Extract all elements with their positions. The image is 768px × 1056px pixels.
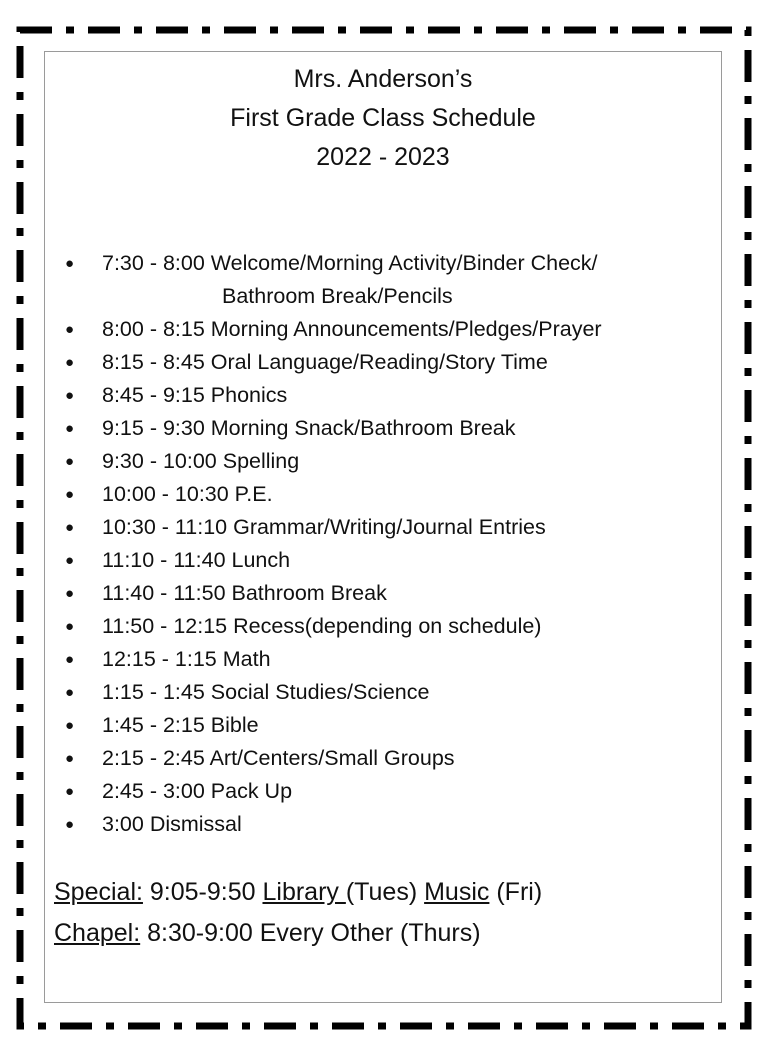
schedule-item [60, 247, 602, 313]
schedule-item-text: 8:45 - 9:15 Phonics [102, 383, 288, 407]
chapel-line [54, 913, 542, 954]
library-label: Library [262, 878, 346, 906]
schedule-item [60, 742, 602, 775]
schedule-item [60, 643, 602, 676]
schedule-item-text: 1:45 - 2:15 Bible [102, 713, 259, 737]
bullet-icon: ● [65, 618, 75, 635]
music-day: (Fri) [489, 878, 543, 906]
bullet-icon: ● [65, 684, 75, 701]
schedule-item [60, 610, 602, 643]
bullet-icon: ● [65, 585, 75, 602]
schedule-item [60, 478, 602, 511]
specials-block [54, 872, 542, 954]
school-year: 2022 - 2023 [316, 143, 450, 171]
schedule-header [44, 60, 722, 177]
schedule-item [60, 346, 602, 379]
schedule-item-text: 8:15 - 8:45 Oral Language/Reading/Story Time [102, 350, 548, 374]
schedule-item-text: 10:30 - 11:10 Grammar/Writing/Journal Entries [102, 515, 546, 539]
schedule-item [60, 511, 602, 544]
bullet-icon: ● [65, 420, 75, 437]
bullet-icon: ● [65, 783, 75, 800]
music-label: Music [424, 878, 490, 906]
bullet-icon: ● [65, 816, 75, 833]
bullet-icon: ● [65, 387, 75, 404]
bullet-icon: ● [65, 519, 75, 536]
schedule-item-text: 3:00 Dismissal [102, 812, 242, 836]
schedule-item-continuation: Bathroom Break/Pencils [222, 284, 453, 308]
schedule-item [60, 577, 602, 610]
special-time: 9:05-9:50 [142, 878, 263, 906]
bullet-icon: ● [65, 453, 75, 470]
bullet-icon: ● [65, 354, 75, 371]
schedule-item-text: 9:15 - 9:30 Morning Snack/Bathroom Break [102, 416, 516, 440]
schedule-item-text: 11:50 - 12:15 Recess(depending on schedule) [102, 614, 542, 638]
schedule-item-text: 2:45 - 3:00 Pack Up [102, 779, 293, 803]
schedule-item-text: 8:00 - 8:15 Morning Announcements/Pledges/Prayer [102, 317, 602, 341]
schedule-item-text: 2:15 - 2:45 Art/Centers/Small Groups [102, 746, 455, 770]
schedule-item [60, 775, 602, 808]
schedule-item-text: 7:30 - 8:00 Welcome/Morning Activity/Binder Check/ [102, 251, 598, 275]
bullet-icon: ● [65, 321, 75, 338]
schedule-item-text: 10:00 - 10:30 P.E. [102, 482, 273, 506]
bullet-icon: ● [65, 750, 75, 767]
schedule-list [60, 247, 602, 841]
bullet-icon: ● [65, 255, 75, 272]
special-label: Special: [54, 878, 143, 906]
schedule-item-text: 12:15 - 1:15 Math [102, 647, 271, 671]
bullet-icon: ● [65, 486, 75, 503]
library-day: (Tues) [345, 878, 425, 906]
schedule-title: First Grade Class Schedule [230, 104, 536, 132]
bullet-icon: ● [65, 717, 75, 734]
schedule-item-text: 9:30 - 10:00 Spelling [102, 449, 300, 473]
chapel-text: 8:30-9:00 Every Other (Thurs) [140, 919, 481, 947]
schedule-item [60, 379, 602, 412]
schedule-item [60, 544, 602, 577]
teacher-name: Mrs. Anderson’s [293, 65, 473, 93]
special-line [54, 872, 542, 913]
schedule-item-text: 11:40 - 11:50 Bathroom Break [102, 581, 387, 605]
bullet-icon: ● [65, 552, 75, 569]
schedule-item [60, 313, 602, 346]
schedule-item [60, 709, 602, 742]
schedule-item [60, 676, 602, 709]
schedule-item [60, 445, 602, 478]
chapel-label: Chapel: [54, 919, 141, 947]
schedule-item-text: 11:10 - 11:40 Lunch [102, 548, 291, 572]
bullet-icon: ● [65, 651, 75, 668]
schedule-item-text: 1:15 - 1:45 Social Studies/Science [102, 680, 430, 704]
schedule-item [60, 808, 602, 841]
schedule-item [60, 412, 602, 445]
